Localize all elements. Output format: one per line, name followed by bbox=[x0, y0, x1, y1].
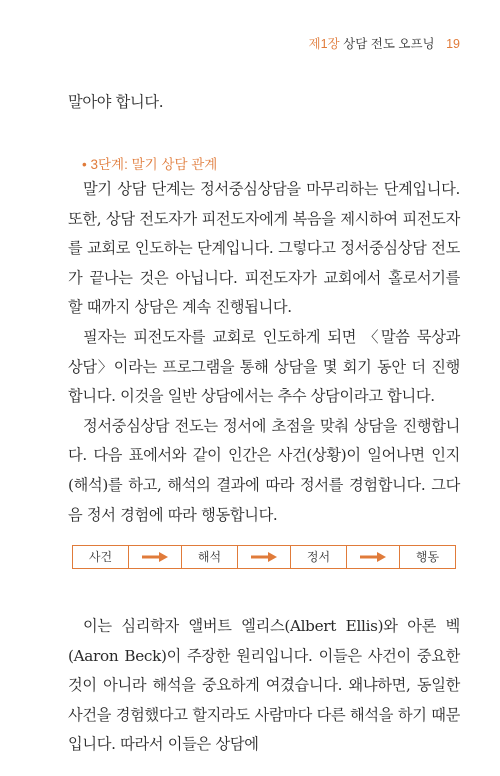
page-number: 19 bbox=[446, 37, 460, 51]
intro-text bbox=[68, 88, 460, 118]
right-arrow-icon bbox=[347, 546, 399, 568]
main-text bbox=[68, 175, 460, 530]
process-flow-table bbox=[72, 545, 456, 569]
flow-step-interpretation: 해석 bbox=[197, 550, 222, 564]
section-heading: • 3단계: 말기 상담 관계 bbox=[82, 157, 218, 172]
flow-step-behavior: 행동 bbox=[415, 550, 440, 564]
running-header bbox=[309, 34, 460, 52]
chapter-title: 상담 전도 오프닝 bbox=[343, 37, 435, 51]
right-arrow-icon bbox=[129, 546, 181, 568]
flow-step-event: 사건 bbox=[88, 550, 113, 564]
paragraph: 말기 상담 단계는 정서중심상담을 마무리하는 단계입니다. 또한, 상담 전도자가 피전도자에게 복음을 제시하여 피전도자를 교회로 인도하는 단계입니다. 그렇다고 정서중심상담 전도가 끝나는 것은 아닙니다. 피전도자가 교회에서 홀로서기를 할 때까지 상담은 계속 진행됩니다. bbox=[68, 180, 460, 317]
closing-text bbox=[68, 612, 460, 760]
flow-step-emotion: 정서 bbox=[306, 550, 331, 564]
chapter-label: 제1장 bbox=[308, 37, 340, 51]
paragraph: 이는 심리학자 앨버트 엘리스(Albert Ellis)와 아론 벡(Aaron Beck)이 주장한 원리입니다. 이들은 사건이 중요한 것이 아니라 해석을 중요하게 여겼습니다. 왜냐하면, 동일한 사건을 경험했다고 할지라도 사람마다 다른 해석을 하기 때문입니다. 따라서 이들은 상담에 bbox=[68, 617, 460, 754]
intro-line: 말아야 합니다. bbox=[68, 93, 164, 111]
paragraph: 필자는 피전도자를 교회로 인도하게 되면 〈말씀 묵상과 상담〉이라는 프로그램을 통해 상담을 몇 회기 동안 더 진행합니다. 이것을 일반 상담에서는 추수 상담이라고 합니다. bbox=[68, 327, 460, 406]
right-arrow-icon bbox=[238, 546, 290, 568]
paragraph: 정서중심상담 전도는 정서에 초점을 맞춰 상담을 진행합니다. 다음 표에서와 같이 인간은 사건(상황)이 일어나면 인지(해석)를 하고, 해석의 결과에 따라 정서를 경험합니다. 그다음 정서 경험에 따라 행동합니다. bbox=[68, 416, 460, 524]
